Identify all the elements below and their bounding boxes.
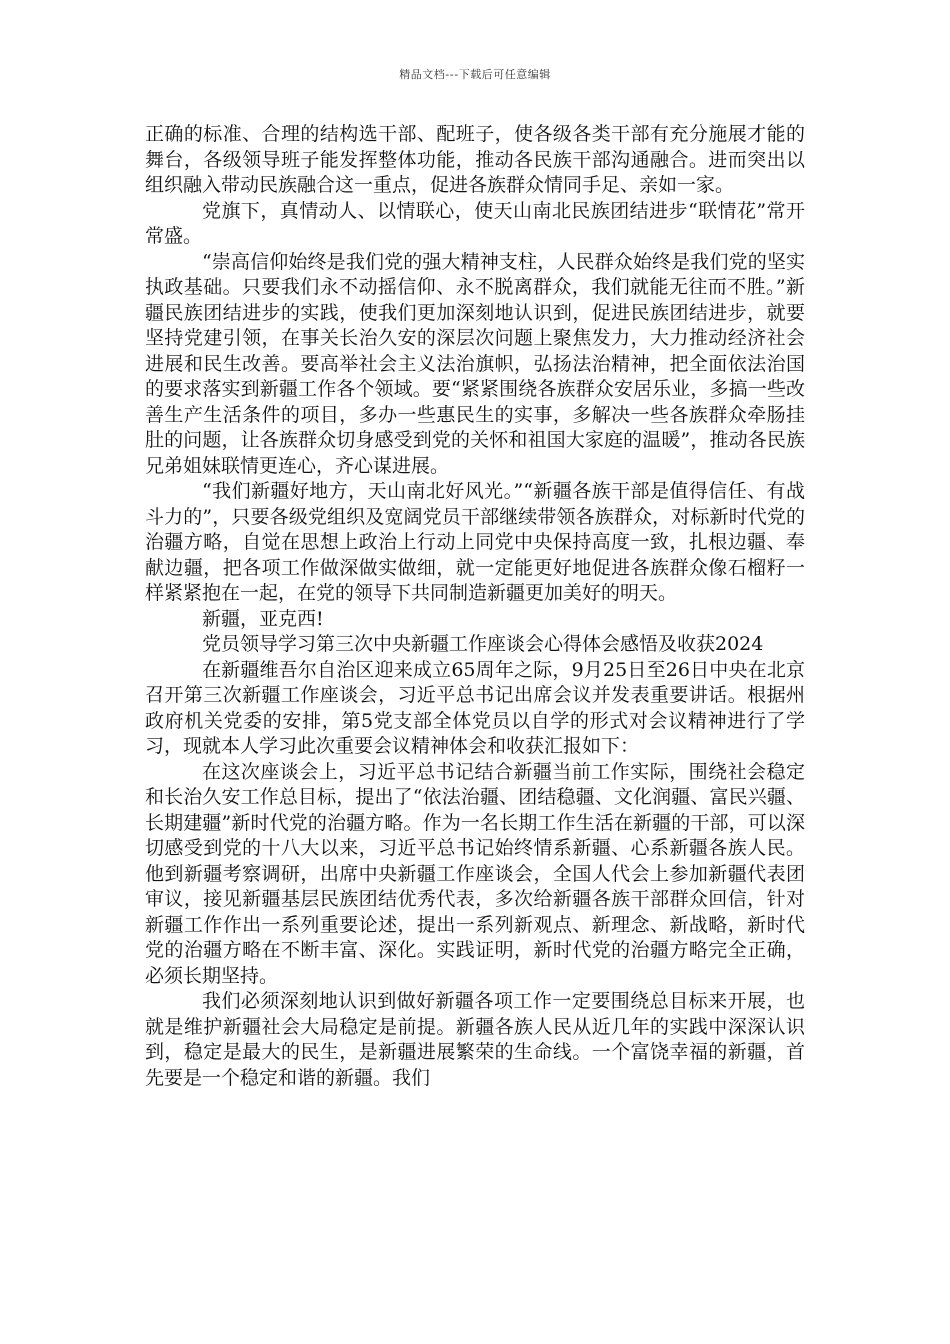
paragraph: 我们必须深刻地认识到做好新疆各项工作一定要围绕总目标来开展，也就是维护新疆社会大局稳定是前提。新疆各族人民从近几年的实践中深深认识到，稳定是最大的民生，是新疆进展繁荣的生命线。一个富饶幸福的新疆，首先要是一个稳定和谐的新疆。我们 [145, 990, 805, 1089]
paragraph: “崇高信仰始终是我们党的强大精神支柱，人民群众始终是我们党的坚实执政基础。只要我们永不动摇信仰、永不脱离群众，我们就能无往而不胜。”新疆民族团结进步的实践，使我们更加深刻地认识到，促进民族团结进步，就要坚持党建引领，在事关长治久安的深层次问题上聚焦发力，大力推动经济社会进展和民生改善。要高举社会主义法治旗帜，弘扬法治精神，把全面依法治国的要求落实到新疆工作各个领域。要“紧紧围绕各族群众安居乐业，多搞一些改善生产生活条件的项目，多办一些惠民生的实事，多解决一些各族群众牵肠挂肚的问题，让各族群众切身感受到党的关怀和祖国大家庭的温暖”，推动各民族兄弟姐妹联情更连心，齐心谋进展。 [145, 250, 805, 477]
paragraph: 党旗下，真情动人、以情联心，使天山南北民族团结进步“联情花”常开常盛。 [145, 199, 805, 247]
section-heading: 党员领导学习第三次中央新疆工作座谈会心得体会感悟及收获2024 [202, 633, 764, 655]
document-body [145, 122, 805, 1091]
paragraph: 新疆，亚克西! [202, 607, 324, 630]
page-header: 精品文档---下载后可任意编辑 [399, 68, 551, 81]
paragraph: 在新疆维吾尔自治区迎来成立65周年之际，9月25日至26日中央在北京召开第三次新疆工作座谈会，习近平总书记出席会议并发表重要讲话。根据州政府机关党委的安排，第5党支部全体党员以自学的形式对会议精神进行了学习，现就本人学习此次重要会议精神体会和收获汇报如下： [145, 658, 805, 757]
paragraph: “我们新疆好地方，天山南北好风光。”“新疆各族干部是值得信任、有战斗力的”，只要各级党组织及宽阔党员干部继续带领各族群众，对标新时代党的治疆方略，自觉在思想上政治上行动上同党中央保持高度一致，扎根边疆、奉献边疆，把各项工作做深做实做细，就一定能更好地促进各族群众像石榴籽一样紧紧抱在一起，在党的领导下共同制造新疆更加美好的明天。 [145, 480, 805, 604]
paragraph: 正确的标准、合理的结构选干部、配班子，使各级各类干部有充分施展才能的舞台，各级领导班子能发挥整体功能，推动各民族干部沟通融合。进而突出以组织融入带动民族融合这一重点，促进各族群众情同手足、亲如一家。 [145, 123, 805, 196]
paragraph: 在这次座谈会上，习近平总书记结合新疆当前工作实际，围绕社会稳定和长治久安工作总目标，提出了“依法治疆、团结稳疆、文化润疆、富民兴疆、长期建疆”新时代党的治疆方略。作为一名长期工作生活在新疆的干部，可以深切感受到党的十八大以来，习近平总书记始终情系新疆、心系新疆各族人民。他到新疆考察调研，出席中央新疆工作座谈会，全国人代会上参加新疆代表团审议，接见新疆基层民族团结优秀代表，多次给新疆各族干部群众回信，针对新疆工作作出一系列重要论述，提出一系列新观点、新理念、新战略，新时代党的治疆方略在不断丰富、深化。实践证明，新时代党的治疆方略完全正确，必须长期坚持。 [145, 760, 805, 987]
